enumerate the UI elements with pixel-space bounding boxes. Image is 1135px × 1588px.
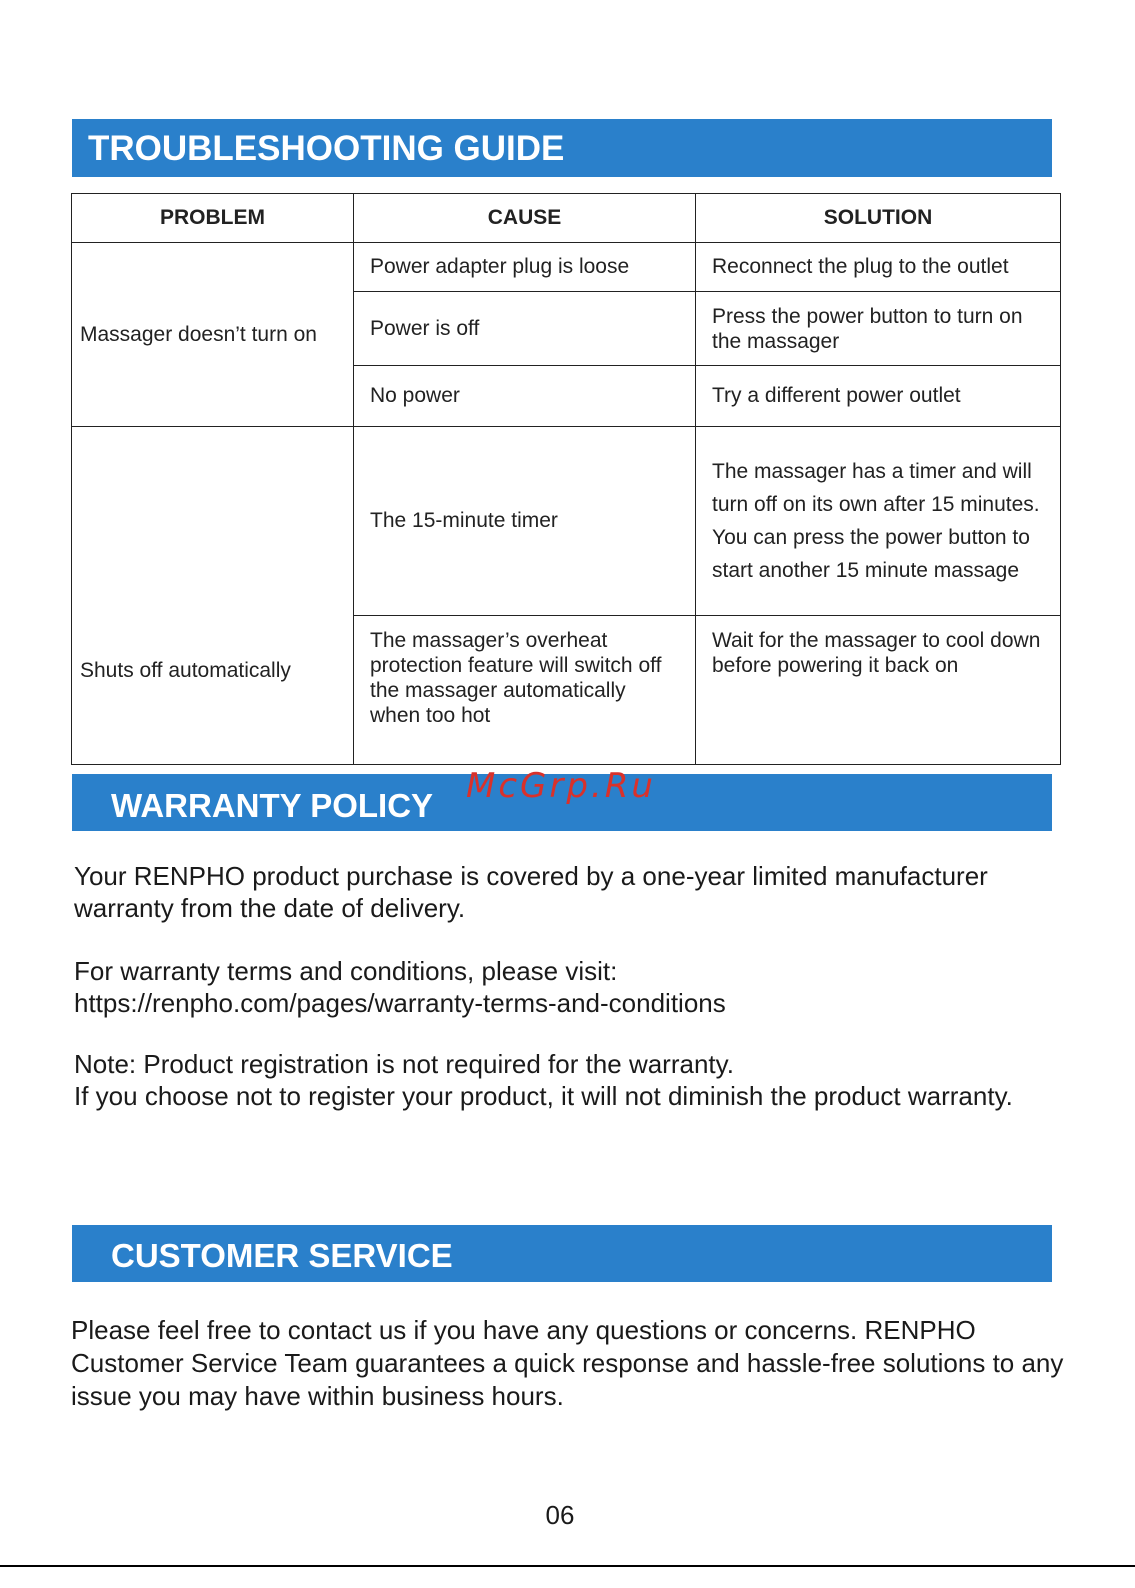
warranty-note-text xyxy=(74,1048,1074,1112)
table-row xyxy=(72,243,1061,292)
solution-cell: Press the power button to turn on the massager xyxy=(696,292,1061,366)
page-number: 06 xyxy=(545,1500,575,1530)
header-cause: CAUSE xyxy=(354,194,696,243)
problem-cell: Massager doesn’t turn on xyxy=(72,243,354,427)
table-row xyxy=(72,427,1061,616)
solution-cell: Reconnect the plug to the outlet xyxy=(696,243,1061,292)
header-problem: PROBLEM xyxy=(72,194,354,243)
cause-cell: Power adapter plug is loose xyxy=(354,243,696,292)
customer-service-title: CUSTOMER SERVICE xyxy=(72,1225,1052,1282)
cause-cell: Power is off xyxy=(354,292,696,366)
warranty-title: WARRANTY POLICY xyxy=(72,774,1052,831)
warranty-terms-line: For warranty terms and conditions, please visit: xyxy=(74,956,618,986)
problem-cell: Shuts off automatically xyxy=(72,427,354,765)
cause-cell: The massager’s overheat protection feature will switch off the massager automatically when too hot xyxy=(354,615,696,764)
warranty-registration-line: If you choose not to register your product, it will not diminish the product warranty. xyxy=(74,1081,1013,1111)
cause-cell: The 15-minute timer xyxy=(354,427,696,616)
solution-cell: Try a different power outlet xyxy=(696,366,1061,427)
customer-service-text: Please feel free to contact us if you have any questions or concerns. RENPHO Customer Service Team guarantees a quick response and hassle-free solutions to any issue you may have within business hours. xyxy=(71,1315,1064,1411)
watermark: McGrp.Ru xyxy=(466,766,656,806)
troubleshooting-title: TROUBLESHOOTING GUIDE xyxy=(72,119,1052,177)
solution-cell: The massager has a timer and will turn off on its own after 15 minutes. You can press the power button to start another 15 minute massage xyxy=(696,427,1061,616)
warranty-terms-text xyxy=(74,955,1074,1019)
cause-cell: No power xyxy=(354,366,696,427)
warranty-note-line: Note: Product registration is not required for the warranty. xyxy=(74,1049,734,1079)
header-solution: SOLUTION xyxy=(696,194,1061,243)
troubleshooting-table xyxy=(71,193,1061,765)
warranty-coverage-text: Your RENPHO product purchase is covered by a one-year limited manufacturer warranty from the date of delivery. xyxy=(74,861,988,923)
solution-cell: Wait for the massager to cool down before powering it back on xyxy=(696,615,1061,764)
bottom-divider xyxy=(0,1565,1135,1567)
warranty-url: https://renpho.com/pages/warranty-terms-and-conditions xyxy=(74,988,726,1018)
